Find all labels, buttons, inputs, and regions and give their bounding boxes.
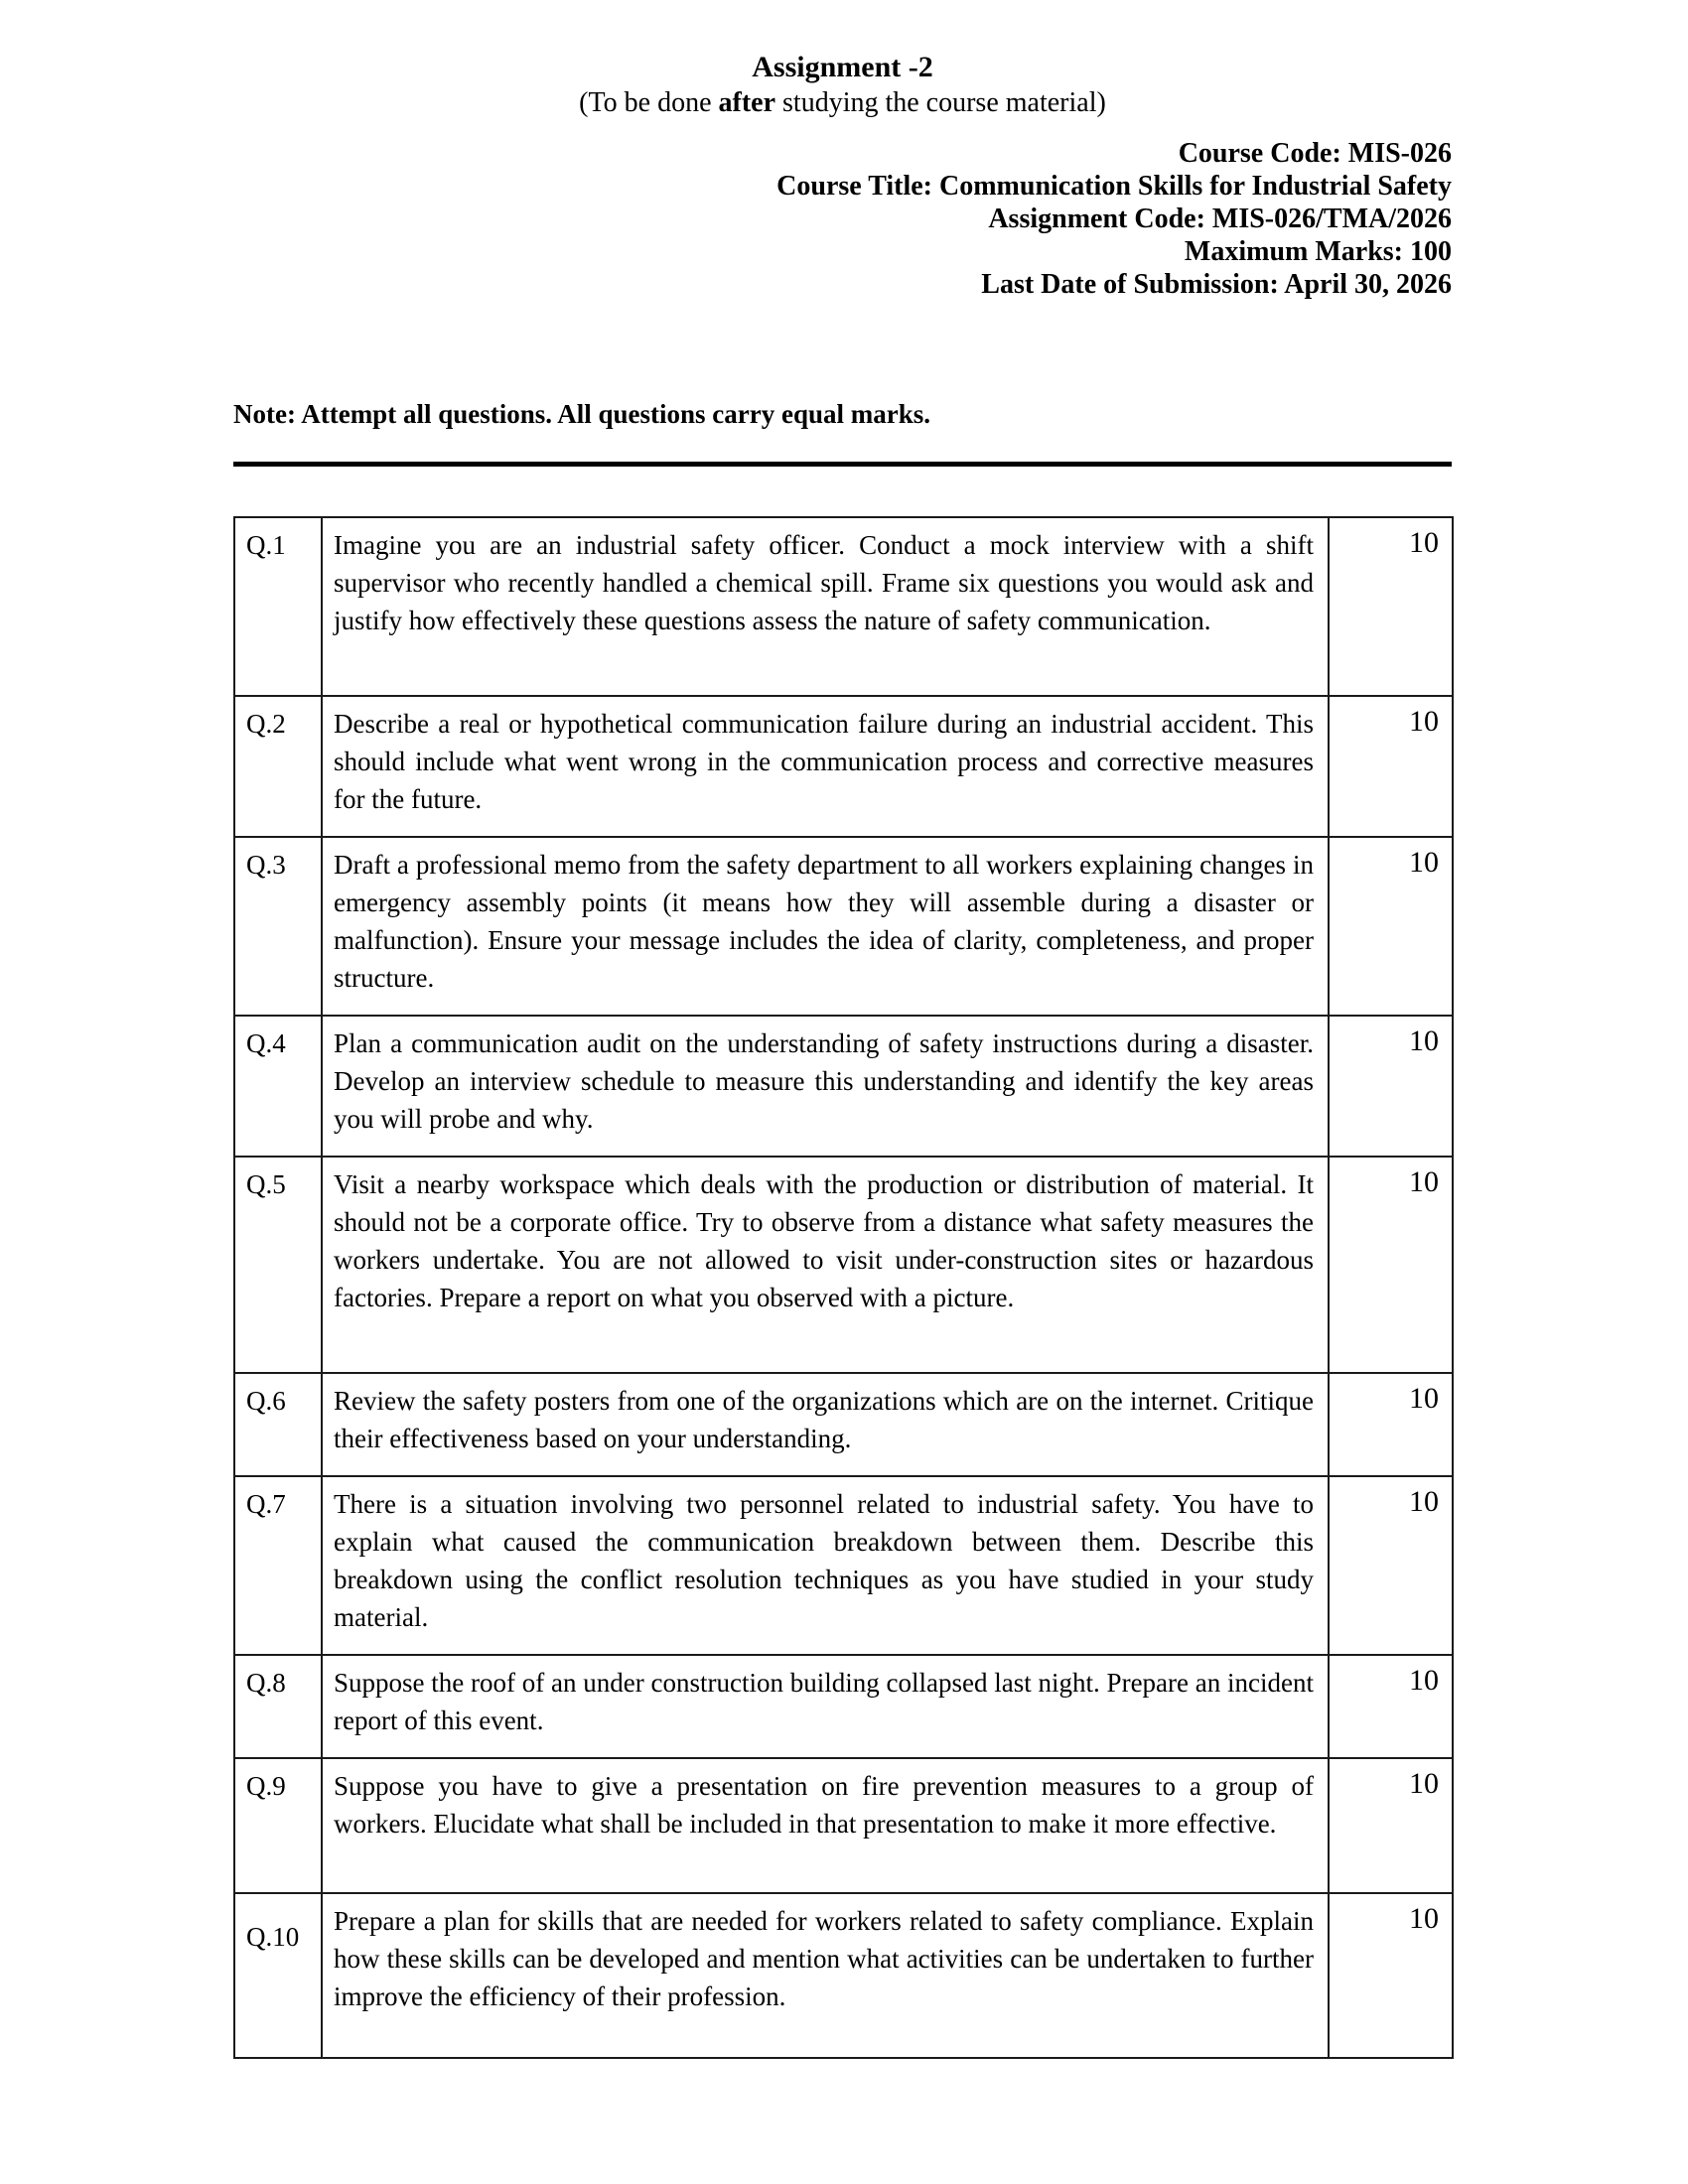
question-number: Q.3 [234,837,322,1016]
question-text: Suppose you have to give a presentation on fire prevention measures to a group of workers. Elucidate what shall be included in that presentation to make it more effective. [322,1758,1329,1893]
question-marks: 10 [1329,696,1453,837]
question-text: Review the safety posters from one of the organizations which are on the internet. Critique their effectiveness based on your understanding. [322,1373,1329,1476]
course-code-line: Course Code: MIS-026 [1178,138,1452,169]
question-row-5 [234,1157,1453,1373]
subtitle-bold-word: after [718,87,776,118]
question-number: Q.8 [234,1655,322,1758]
question-row-10 [234,1893,1453,2058]
question-row-7 [234,1476,1453,1655]
page-content [233,0,1452,2059]
question-number: Q.6 [234,1373,322,1476]
assignment-code-line: Assignment Code: MIS-026/TMA/2026 [988,204,1452,234]
question-number: Q.5 [234,1157,322,1373]
question-marks: 10 [1329,1157,1453,1373]
question-marks: 10 [1329,1758,1453,1893]
question-marks: 10 [1329,1016,1453,1157]
question-number: Q.4 [234,1016,322,1157]
horizontal-rule [233,462,1452,467]
question-text: Suppose the roof of an under construction building collapsed last night. Prepare an incident report of this event. [322,1655,1329,1758]
question-text: Visit a nearby workspace which deals with the production or distribution of material. It should not be a corporate office. Try to observe from a distance what safety measures the workers undertake. You are not allowed to visit under-construction sites or hazardous factories. Prepare a report on what you observed with a picture. [322,1157,1329,1373]
question-marks: 10 [1329,1893,1453,2058]
question-row-2 [234,696,1453,837]
subtitle-prefix: (To be done [579,87,719,118]
submission-date-line: Last Date of Submission: April 30, 2026 [981,269,1452,300]
course-info-block [233,137,1452,301]
question-row-3 [234,837,1453,1016]
question-text: Prepare a plan for skills that are needed for workers related to safety compliance. Explain how these skills can be developed and mention what activities can be undertaken to further improve the efficiency of their profession. [322,1893,1329,2058]
question-text: Plan a communication audit on the understanding of safety instructions during a disaster. Develop an interview schedule to measure this understanding and identify the key areas you will probe and why. [322,1016,1329,1157]
question-row-4 [234,1016,1453,1157]
subtitle-suffix: studying the course material) [775,87,1106,118]
question-row-1 [234,517,1453,696]
question-row-6 [234,1373,1453,1476]
question-text: Describe a real or hypothetical communication failure during an industrial accident. This should include what went wrong in the communication process and corrective measures for the future. [322,696,1329,837]
question-marks: 10 [1329,1373,1453,1476]
questions-table [233,516,1454,2059]
question-number: Q.1 [234,517,322,696]
course-title-line: Course Title: Communication Skills for Industrial Safety [776,171,1452,202]
question-number: Q.7 [234,1476,322,1655]
question-row-8 [234,1655,1453,1758]
question-marks: 10 [1329,517,1453,696]
question-text: There is a situation involving two personnel related to industrial safety. You have to explain what caused the communication breakdown between them. Describe this breakdown using the conflict resolution techniques as you have studied in your study material. [322,1476,1329,1655]
question-number: Q.9 [234,1758,322,1893]
question-number: Q.10 [234,1893,322,2058]
question-row-9 [234,1758,1453,1893]
question-text: Imagine you are an industrial safety officer. Conduct a mock interview with a shift supervisor who recently handled a chemical spill. Frame six questions you would ask and justify how effectively these questions assess the nature of safety communication. [322,517,1329,696]
maximum-marks-line: Maximum Marks: 100 [1184,236,1452,267]
question-number: Q.2 [234,696,322,837]
question-marks: 10 [1329,1476,1453,1655]
question-text: Draft a professional memo from the safety department to all workers explaining changes in emergency assembly points (it means how they will assemble during a disaster or malfunction). Ensure your message includes the idea of clarity, completeness, and proper structure. [322,837,1329,1016]
note-text: Note: Attempt all questions. All questions carry equal marks. [233,399,930,429]
question-marks: 10 [1329,837,1453,1016]
page-subtitle [233,85,1452,121]
question-marks: 10 [1329,1655,1453,1758]
page-title: Assignment -2 [752,51,933,83]
